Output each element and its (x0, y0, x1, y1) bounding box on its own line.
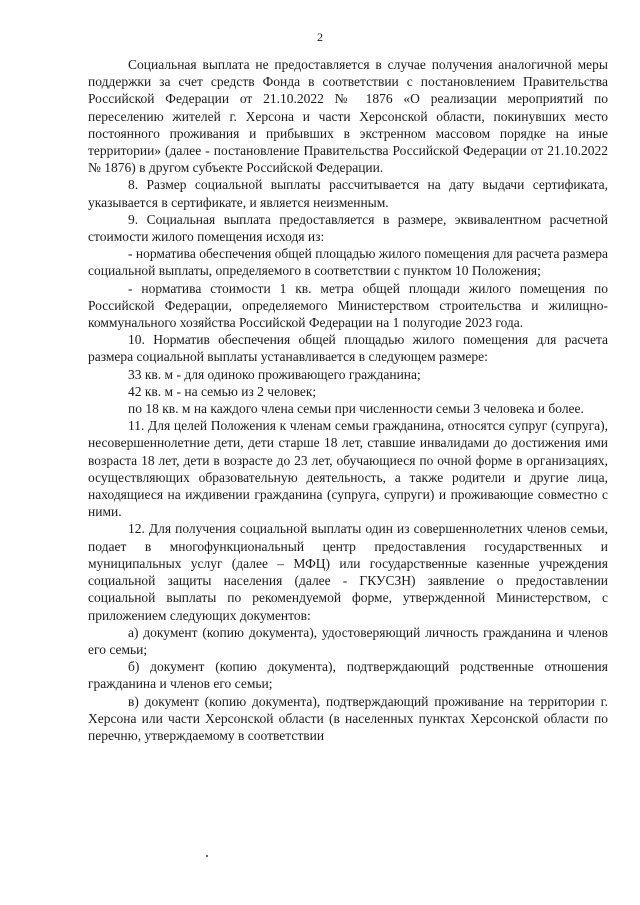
list-item-v: в) документ (копию документа), подтверждающий проживание на территории г. Херсона или части Херсонской области (в населенных пунктах Херсонской области по перечню, утверждаемому в соответствии (88, 693, 608, 743)
list-item-a: а) документ (копию документа), удостоверяющий личность гражданина и членов его семьи; (88, 624, 608, 657)
scan-speck (206, 855, 208, 857)
list-item-cost-norm: - норматива стоимости 1 кв. метра общей площади жилого помещения по Российской Федерации, определяемого Министерством строительства и жилищно-коммунального хозяйства Российской Федерации на 1 полугодие 2023 года. (88, 280, 608, 331)
document-body (88, 56, 608, 744)
list-item-33-sqm: 33 кв. м - для одиноко проживающего гражданина; (128, 366, 421, 382)
list-item-area-norm: - норматива обеспечения общей площадью жилого помещения для расчета размера социальной выплаты, определяемого в соответствии с пунктом 10 Положения; (88, 246, 608, 279)
paragraph-11: 11. Для целей Положения к членам семьи гражданина, относятся супруг (супруга), несовершеннолетние дети, дети старше 18 лет, ставшие инвалидами до достижения ими возраста 18 лет, дети в возрасте до 23 лет, обучающиеся по очной форме в организациях, осуществляющих образовательную деятельность, а также родители и другие лица, находящиеся на иждивении гражданина (супруга, супруги) и проживающие совместно с ними. (88, 418, 608, 520)
page-number: 2 (317, 30, 323, 44)
paragraph-12: 12. Для получения социальной выплаты один из совершеннолетних членов семьи, подает в многофункциональный центр предоставления государственных и муниципальных услуг (далее – МФЦ) или государственные казенные учреждения социальной защиты населения (далее - ГКУСЗН) заявление о предоставлении социальной выплаты по рекомендуемой форме, утвержденной Министерством, с приложением следующих документов: (88, 521, 608, 623)
paragraph-9: 9. Социальная выплата предоставляется в размере, эквивалентном расчетной стоимости жилого помещения исходя из: (88, 211, 608, 245)
list-item-42-sqm: 42 кв. м - на семью из 2 человек; (128, 383, 317, 399)
list-item-18-sqm: по 18 кв. м на каждого члена семьи при численности семьи 3 человека и более. (128, 401, 584, 417)
paragraph-fund-exclusion: Социальная выплата не предоставляется в случае получения аналогичной меры поддержки за счет средств Фонда в соответствии с постановлением Правительства Российской Федерации от 21.10.2022 № 1876 «О реализации мероприятий по переселению жителей г. Херсона и части Херсонской области, покинувших место постоянного проживания и прибывших в экстренном массовом порядке на иные территории» (далее - постановление Правительства Российской Федерации от 21.10.2022 № 1876) в другом субъекте Российской Федерации. (88, 57, 608, 176)
paragraph-8: 8. Размер социальной выплаты рассчитывается на дату выдачи сертификата, указывается в сертификате, и является неизменным. (88, 177, 608, 210)
paragraph-10: 10. Норматив обеспечения общей площадью жилого помещения для расчета размера социальной выплаты устанавливается в следующем размере: (88, 332, 608, 365)
list-item-b: б) документ (копию документа), подтверждающий родственные отношения гражданина и членов его семьи; (88, 659, 608, 692)
